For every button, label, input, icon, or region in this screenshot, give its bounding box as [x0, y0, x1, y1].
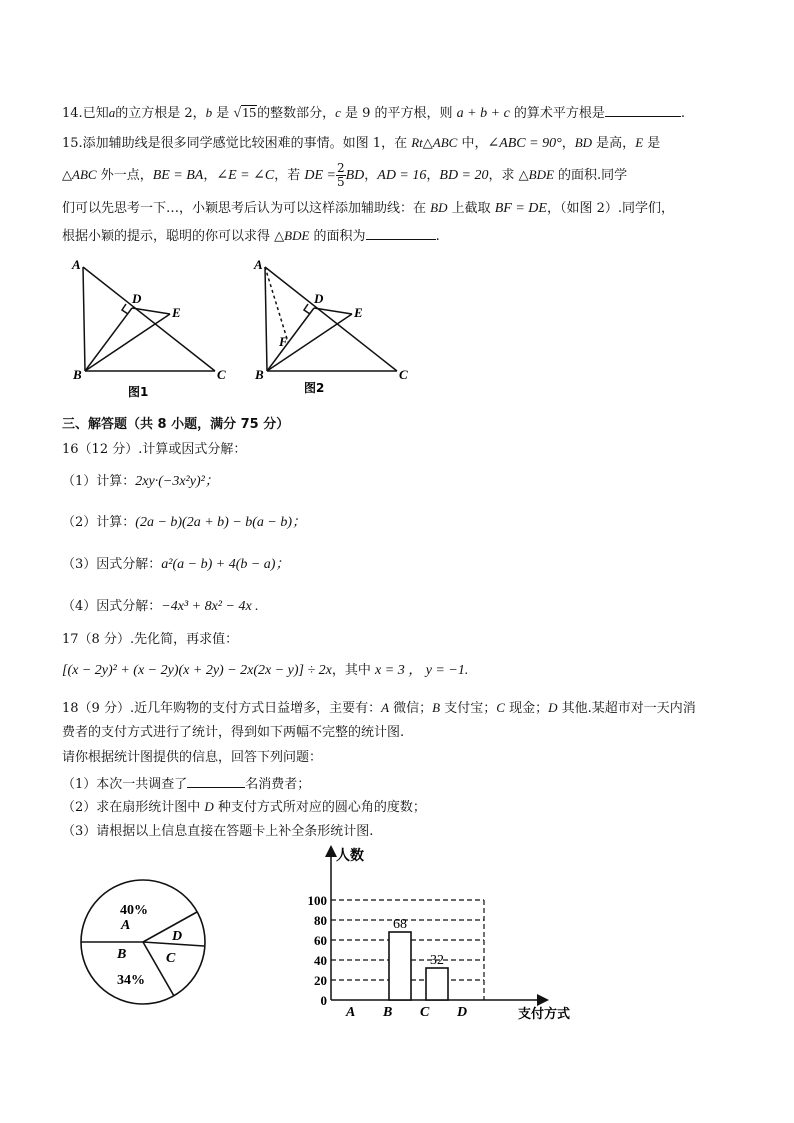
fig2-label-B: B: [255, 367, 264, 382]
y-tick-80: 80: [314, 913, 327, 928]
q16-part4: （4）因式分解：−4x³ + 8x² − 4x .: [62, 599, 259, 614]
q16-part2: （2）计算：(2a − b)(2a + b) − b(a − b)；: [62, 515, 307, 530]
q15-line4: 根据小颖的提示，聪明的你可以求得 △BDE 的面积为 .: [62, 228, 440, 244]
q16-part3: （3）因式分解：a²(a − b) + 4(b − a)；: [62, 557, 290, 572]
figure-1: [70, 255, 235, 400]
answer-blank-q14: [605, 103, 681, 117]
q15-line1: 15.添加辅助线是很多同学感觉比较困难的事情。如图 1，在 Rt△ABC 中，∠ABC = 90°，BD 是高，E 是: [62, 135, 661, 151]
seg-BD: [267, 308, 314, 371]
q16-part1: （1）计算：2xy·(−3x²y)²；: [62, 474, 219, 489]
bars: [389, 917, 448, 1000]
fig2-label-C: C: [399, 367, 408, 382]
fig2-label-E: E: [354, 305, 363, 320]
pie-divider-AD: [143, 912, 197, 942]
answer-blank-q18: [187, 774, 245, 788]
fig1-label-E: E: [172, 305, 181, 320]
section-3-heading: 三、解答题（共 8 小题，满分 75 分）: [62, 417, 290, 432]
y-axis-label: 人数: [336, 848, 364, 864]
x-tick-A: A: [346, 1005, 356, 1020]
fig2-label-A: A: [254, 257, 263, 272]
fig1-label-D: D: [132, 291, 142, 306]
fig1-label-A: A: [72, 257, 81, 272]
bar-B: [389, 932, 411, 1000]
q18-line1: 18（9 分）.近几年购物的支付方式日益增多，主要有：A 微信；B 支付宝；C 现金；D 其他.某超市对一天内消: [62, 700, 696, 716]
y-tick-0: 0: [320, 993, 327, 1008]
y-tick-60: 60: [314, 933, 327, 948]
seg-AC: [83, 267, 215, 371]
fig1-label-C: C: [217, 367, 226, 382]
seg-AB: [83, 267, 85, 371]
bar-label-C: 32: [430, 953, 444, 968]
pie-label-D: D: [172, 929, 183, 944]
pie-label-C: C: [166, 951, 176, 966]
q15-line2: △ABC 外一点，BE = BA，∠E = ∠C，若 DE = $\frac{2}{5}$ BD，AD = 16，BD = 20，求 △BDE 的面积.同学: [62, 161, 628, 189]
bar-label-B: 68: [393, 917, 407, 932]
x-axis-label: 支付方式: [518, 1007, 571, 1022]
fig2-label-D: D: [314, 291, 324, 306]
x-ticks: [345, 1005, 467, 1020]
fraction-2-5: $\frac{2}{5}$: [336, 161, 345, 189]
q14-line: 14.已知a的立方根是 2，b 是 √15的整数部分，c 是 9 的平方根，则 a + b + c 的算术平方根是 .: [62, 105, 686, 121]
seg-AF-dashed: [265, 267, 288, 342]
y-tick-20: 20: [314, 973, 327, 988]
q18-line3: 请你根据统计图提供的信息，回答下列问题：: [62, 750, 323, 765]
x-tick-D: D: [457, 1005, 468, 1020]
seg-AC: [265, 267, 397, 371]
sqrt-15: √15: [233, 106, 257, 121]
q16-title: 16（12 分）.计算或因式分解：: [62, 442, 247, 457]
seg-AB: [265, 267, 267, 371]
fig2-label-F: F: [279, 334, 288, 349]
seg-BE: [85, 314, 170, 371]
q18-sub3: （3）请根据以上信息直接在答题卡上补全条形统计图.: [62, 824, 374, 839]
x-tick-C: C: [420, 1005, 430, 1020]
seg-BD: [85, 308, 132, 371]
right-angle-mark: [122, 304, 128, 314]
q18-line2: 费者的支付方式进行了统计，得到如下两幅不完整的统计图.: [62, 725, 405, 740]
bar-C: [426, 968, 448, 1000]
x-tick-B: B: [383, 1005, 393, 1020]
q17-expression: [(x − 2y)² + (x − 2y)(x + 2y) − 2x(2x − y)] ÷ 2x，其中 x = 3 ， y = −1.: [62, 663, 469, 678]
q17-title: 17（8 分）.先化简，再求值：: [62, 632, 239, 647]
pie-label-B: B: [117, 947, 127, 962]
q18-sub1: （1）本次一共调查了 名消费者；: [62, 774, 310, 794]
figure-2: [252, 255, 417, 400]
y-tick-100: 100: [307, 893, 327, 908]
q15-line3: 们可以先思考一下…，小颖思考后认为可以这样添加辅助线：在 BD 上截取 BF = DE，（如图 2）.同学们，: [62, 200, 675, 216]
right-angle-mark: [304, 304, 310, 314]
fig2-caption: 图2: [304, 381, 325, 395]
q18-sub2: （2）求在扇形统计图中 D 种支付方式所对应的圆心角的度数；: [62, 799, 426, 815]
y-ticks: [308, 893, 328, 1008]
pie-label-A-pct: 40%: [120, 903, 148, 918]
bar-chart: [296, 840, 586, 1025]
y-tick-40: 40: [314, 953, 327, 968]
pie-label-B-pct: 34%: [117, 973, 145, 988]
fig1-label-B: B: [73, 367, 82, 382]
pie-chart: [76, 874, 216, 1014]
pie-label-A: A: [121, 918, 131, 933]
fig1-caption: 图1: [128, 385, 149, 399]
answer-blank-q15: [366, 226, 436, 240]
